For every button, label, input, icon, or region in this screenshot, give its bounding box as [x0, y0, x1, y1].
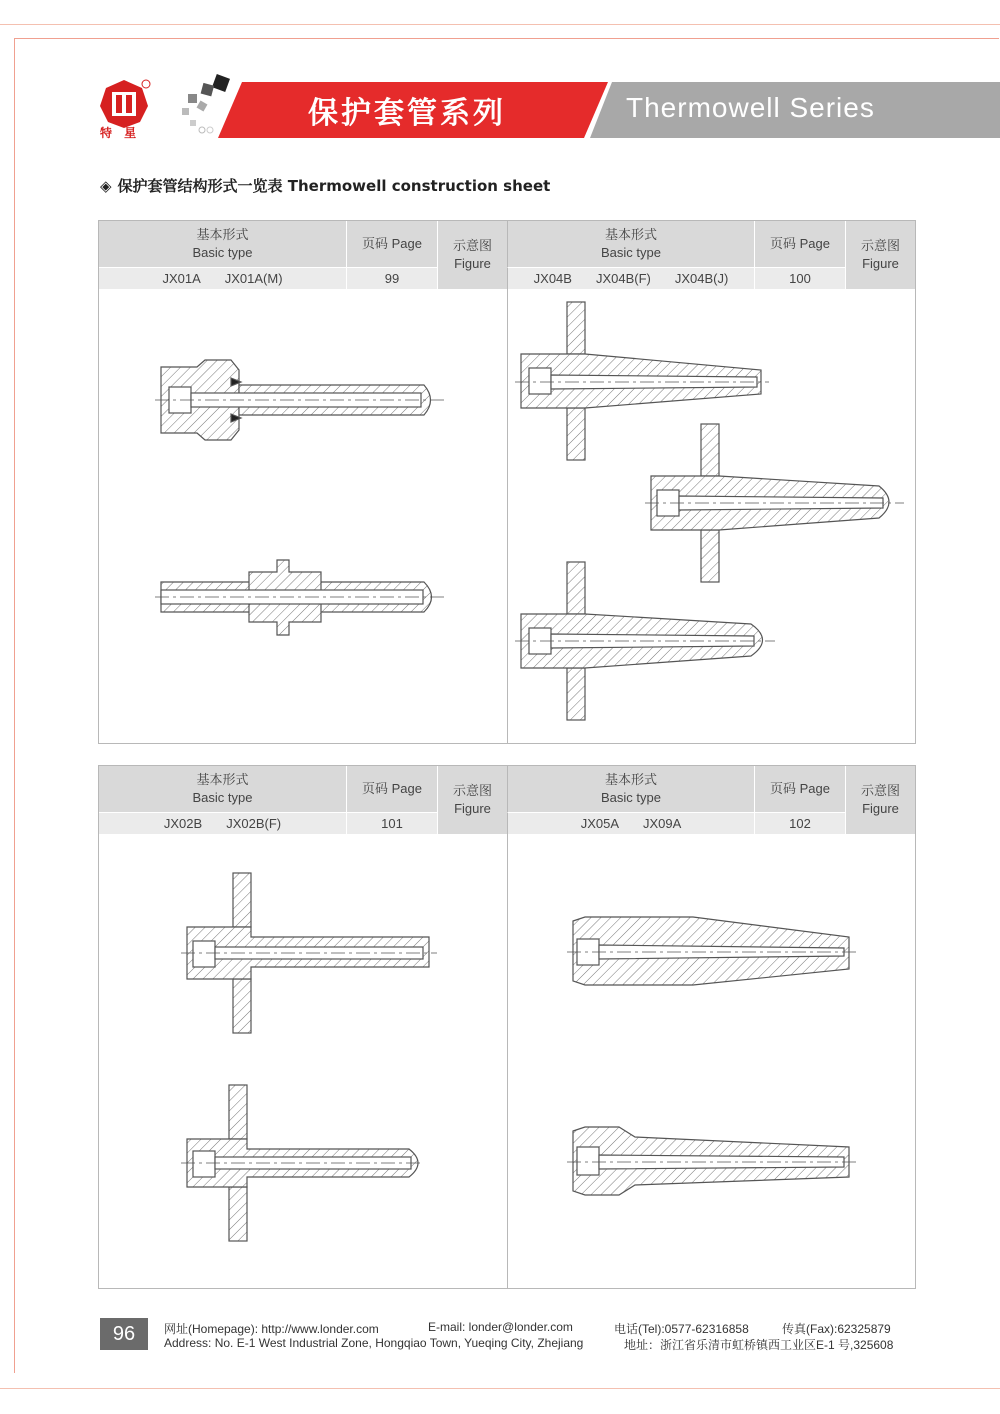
- figure-en: Figure: [862, 256, 899, 271]
- logo-text: 特 星: [100, 126, 141, 140]
- drawing-jx04bj: [515, 562, 775, 720]
- basic-type-cn: 基本形式: [196, 772, 249, 787]
- page-number-cell: [347, 267, 438, 289]
- drawing-jx02b: [181, 873, 437, 1033]
- panel-top: [98, 220, 916, 744]
- thermowell-drawings-bottom: [99, 835, 915, 1289]
- page-label: 页码 Page: [362, 781, 422, 796]
- type-code: JX04B(F): [595, 270, 651, 286]
- type-codes: [507, 267, 755, 289]
- frame-top-line: [0, 24, 1000, 25]
- page-number-cell: [755, 267, 846, 289]
- section-title-text: 保护套管结构形式一览表 Thermowell construction sheet: [117, 177, 551, 195]
- page-number-badge: 96: [100, 1318, 148, 1350]
- type-code: JX04B(J): [674, 270, 729, 286]
- figure-header: [846, 221, 915, 289]
- page-number: 100: [789, 270, 811, 286]
- basic-type-en: Basic type: [601, 245, 661, 260]
- figure-header: [846, 766, 915, 834]
- page-number: 101: [381, 815, 403, 831]
- page-label: 页码 Page: [362, 236, 422, 251]
- type-codes: [99, 267, 347, 289]
- figure-cn: 示意图: [452, 238, 492, 253]
- type-code: JX01A(M): [224, 270, 283, 286]
- type-code: JX01A: [162, 270, 201, 286]
- drawing-jx01am: [155, 560, 444, 635]
- title-en: Thermowell Series: [626, 92, 875, 123]
- drawing-jx05a: [567, 917, 859, 985]
- type-code: JX09A: [643, 815, 682, 831]
- figure-cn: 示意图: [860, 783, 900, 798]
- panel-bottom: [98, 765, 916, 1289]
- type-code: JX04B: [533, 270, 572, 286]
- type-codes: [99, 812, 347, 834]
- basic-type-cn: 基本形式: [604, 772, 657, 787]
- page-header: [755, 221, 846, 267]
- figure-cn: 示意图: [860, 238, 900, 253]
- figure-en: Figure: [454, 256, 491, 271]
- footer-email: E-mail: londer@londer.com: [428, 1320, 573, 1334]
- page-header: [347, 766, 438, 812]
- basic-type-header: [99, 766, 347, 812]
- page-number: 102: [789, 815, 811, 831]
- basic-type-header: [507, 766, 755, 812]
- basic-type-en: Basic type: [192, 790, 253, 805]
- diamond-bullet-icon: ◈: [100, 177, 112, 195]
- footer-address-cn: 地址：浙江省乐清市虹桥镇西工业区E-1 号,325608: [624, 1338, 894, 1352]
- drawing-jx09a: [567, 1127, 859, 1195]
- basic-type-en: Basic type: [192, 245, 253, 260]
- page-number: 99: [384, 270, 400, 286]
- type-code: JX02B: [163, 815, 203, 831]
- figure-header: [438, 221, 507, 289]
- frame-bottom-line: [0, 1388, 1000, 1389]
- figure-cn: 示意图: [452, 783, 492, 798]
- basic-type-cn: 基本形式: [196, 227, 249, 242]
- footer-fax: 传真(Fax):62325879: [782, 1322, 891, 1336]
- figure-header: [438, 766, 507, 834]
- page-label: 页码 Page: [770, 781, 830, 796]
- figure-en: Figure: [454, 801, 491, 816]
- thermowell-drawings-top: [99, 290, 915, 744]
- footer-tel: 电话(Tel):0577-62316858: [614, 1322, 749, 1336]
- basic-type-en: Basic type: [601, 790, 661, 805]
- page-header: [755, 766, 846, 812]
- basic-type-header: [507, 221, 755, 267]
- page-label: 页码 Page: [770, 236, 830, 251]
- section-title: [100, 175, 550, 196]
- drawing-jx02bf: [181, 1085, 423, 1241]
- footer-homepage: 网址(Homepage): http://www.londer.com: [164, 1322, 379, 1336]
- figure-en: Figure: [862, 801, 899, 816]
- basic-type-header: [99, 221, 347, 267]
- type-code: JX05A: [580, 815, 619, 831]
- drawing-jx04b: [515, 302, 769, 460]
- page-number-cell: [347, 812, 438, 834]
- footer-address-en: Address: No. E-1 West Industrial Zone, Hongqiao Town, Yueqing City, Zhejiang: [164, 1336, 584, 1350]
- drawing-jx04bf: [645, 424, 904, 582]
- type-codes: [507, 812, 755, 834]
- type-code: JX02B(F): [226, 815, 282, 831]
- title-cn: 保护套管系列: [308, 96, 506, 131]
- basic-type-cn: 基本形式: [604, 227, 657, 242]
- drawing-jx01a: [155, 360, 444, 440]
- page-number-cell: [755, 812, 846, 834]
- page-header: [347, 221, 438, 267]
